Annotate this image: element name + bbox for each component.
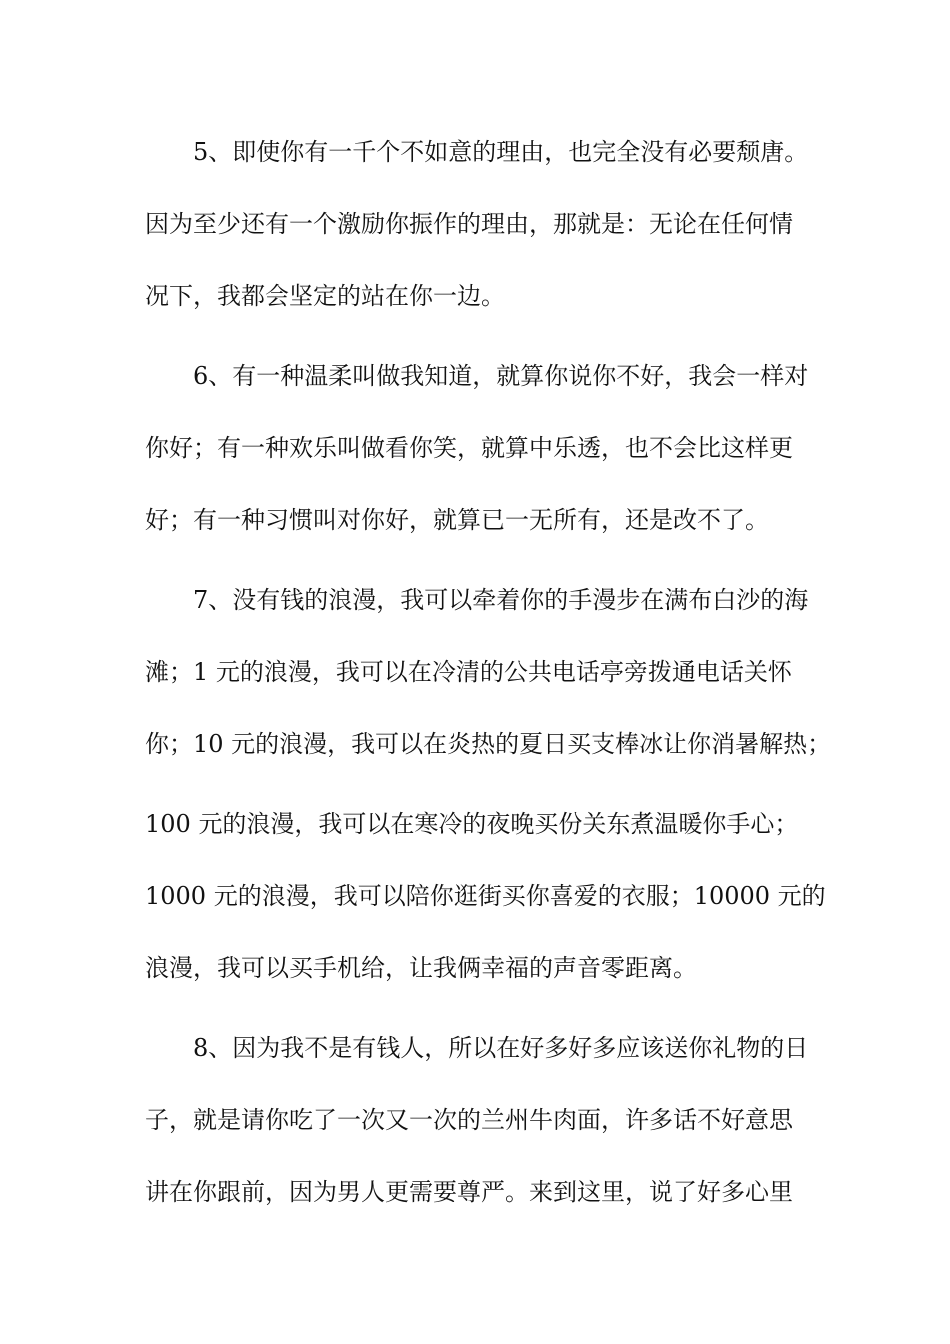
paragraph-5-line-3: 况下，我都会坚定的站在你一边。 (145, 282, 505, 310)
paragraph-7-line-1: 7、没有钱的浪漫，我可以牵着你的手漫步在满布白沙的海 (193, 586, 809, 614)
paragraph-7-line-4: 100 元的浪漫，我可以在寒冷的夜晚买份关东煮温暖你手心； (145, 810, 799, 838)
paragraph-5-line-1: 5、即使你有一千个不如意的理由，也完全没有必要颓唐。 (193, 138, 809, 166)
paragraph-7-line-6: 浪漫，我可以买手机给，让我俩幸福的声音零距离。 (145, 954, 697, 982)
paragraph-6-line-3: 好；有一种习惯叫对你好，就算已一无所有，还是改不了。 (145, 506, 769, 534)
paragraph-6-line-1: 6、有一种温柔叫做我知道，就算你说你不好，我会一样对 (193, 362, 809, 390)
paragraph-8-line-1: 8、因为我不是有钱人，所以在好多好多应该送你礼物的日 (193, 1034, 809, 1062)
paragraph-6-line-2: 你好；有一种欢乐叫做看你笑，就算中乐透，也不会比这样更 (145, 434, 793, 462)
paragraph-8-line-3: 讲在你跟前，因为男人更需要尊严。来到这里，说了好多心里 (145, 1178, 793, 1206)
paragraph-7-line-5: 1000 元的浪漫，我可以陪你逛街买你喜爱的衣服；10000 元的 (145, 882, 826, 910)
paragraph-5-line-2: 因为至少还有一个激励你振作的理由，那就是：无论在任何情 (145, 210, 793, 238)
paragraph-7-line-2: 滩；1 元的浪漫，我可以在冷清的公共电话亭旁拨通电话关怀 (145, 658, 792, 686)
paragraph-8-line-2: 子，就是请你吃了一次又一次的兰州牛肉面，许多话不好意思 (145, 1106, 793, 1134)
paragraph-7-line-3: 你；10 元的浪漫，我可以在炎热的夏日买支棒冰让你消暑解热； (145, 730, 832, 758)
